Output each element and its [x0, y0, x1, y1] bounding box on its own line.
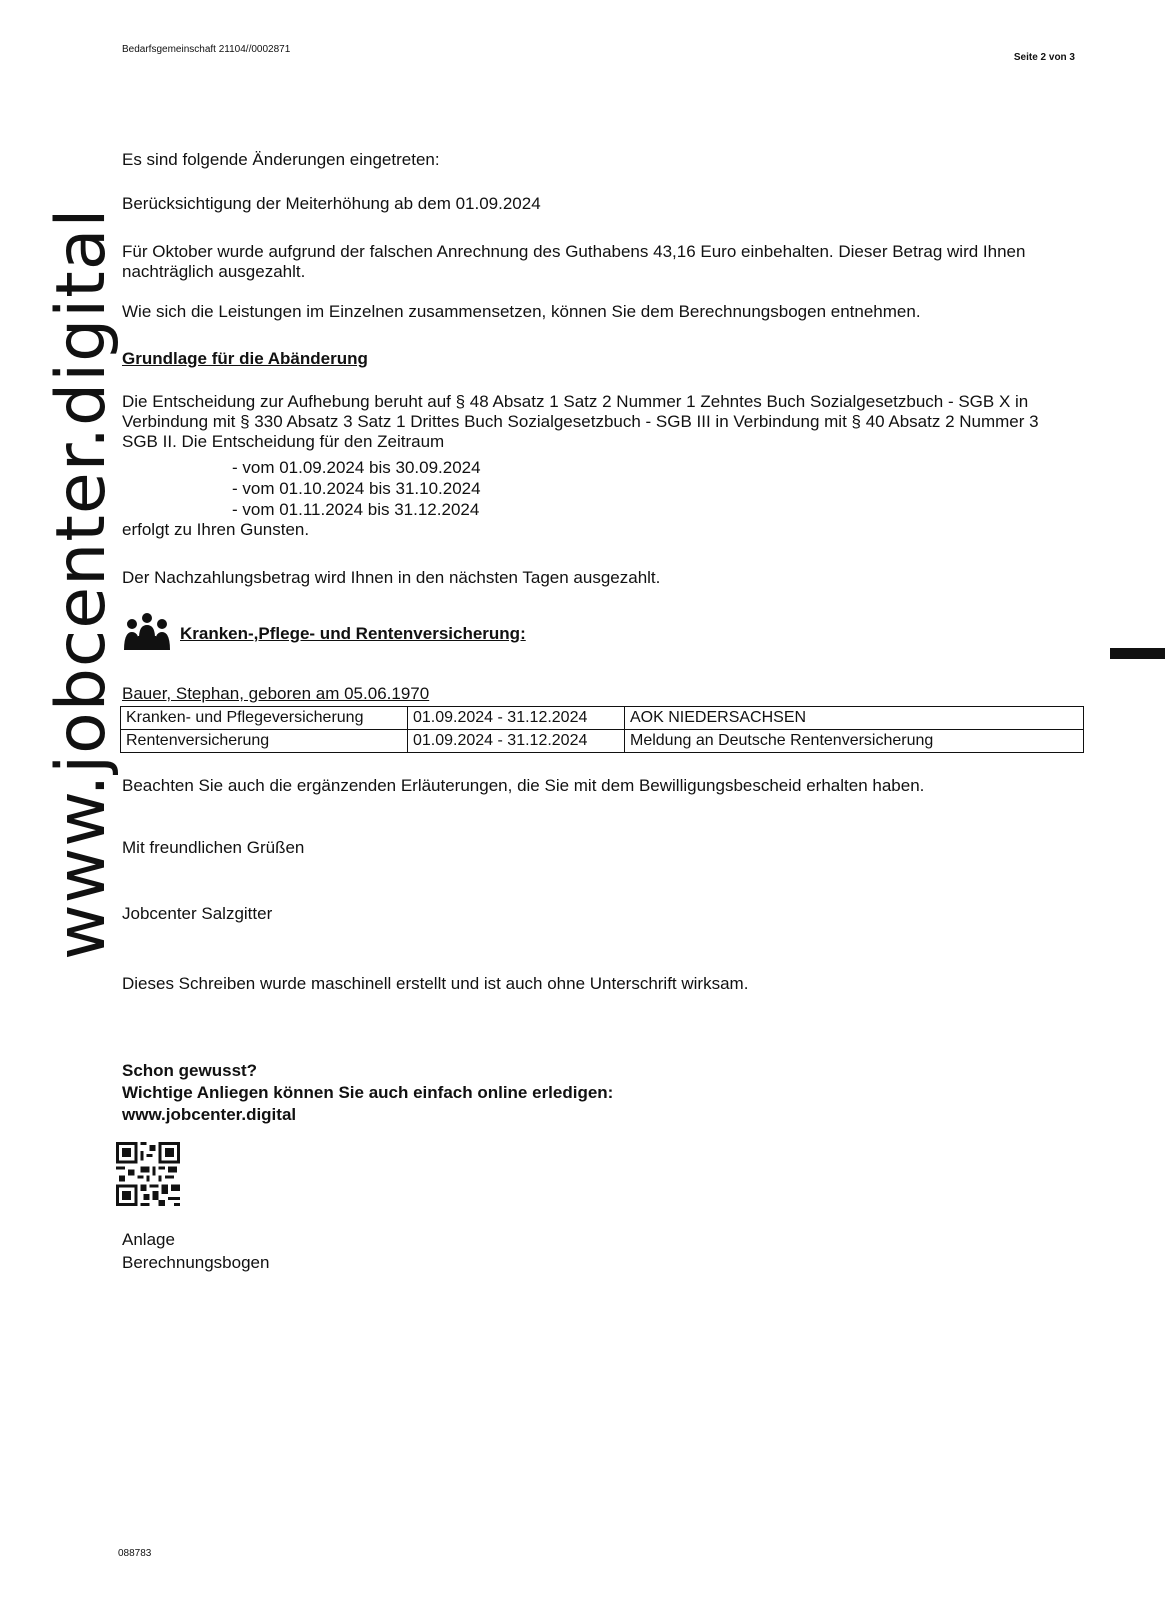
basis-result: erfolgt zu Ihren Gunsten. — [122, 520, 310, 539]
period-item: - vom 01.10.2024 bis 31.10.2024 — [232, 479, 481, 498]
reference-number: Bedarfsgemeinschaft 21104//0002871 — [122, 44, 291, 55]
people-group-icon — [122, 612, 172, 657]
insurance-provider: Meldung an Deutsche Rentenversicherung — [625, 730, 1084, 753]
insurance-period: 01.09.2024 - 31.12.2024 — [408, 707, 625, 730]
attachment-label: Anlage — [122, 1230, 175, 1249]
insurance-heading: Kranken-,Pflege- und Rentenversicherung: — [180, 624, 526, 643]
period-list — [232, 457, 481, 520]
scan-edge-mark — [1110, 648, 1165, 659]
table-row — [121, 730, 1084, 753]
insurance-type: Rentenversicherung — [121, 730, 408, 753]
period-item: - vom 01.09.2024 bis 30.09.2024 — [232, 458, 481, 477]
qr-code-icon — [116, 1142, 180, 1211]
insured-person: Bauer, Stephan, geboren am 05.06.1970 — [122, 684, 430, 703]
change-calc-note: Wie sich die Leistungen im Einzelnen zusammensetzen, können Sie dem Berechnungsbogen entnehmen. — [122, 302, 921, 321]
document-code: 088783 — [118, 1548, 152, 1559]
sender: Jobcenter Salzgitter — [122, 904, 273, 923]
change-credit-note: Für Oktober wurde aufgrund der falschen Anrechnung des Guthabens 43,16 Euro einbehalten. Dieser Betrag wird Ihnen nachträglich ausgezahlt. — [122, 242, 1026, 281]
intro-text: Es sind folgende Änderungen eingetreten: — [122, 150, 440, 169]
attachment-block — [122, 1228, 269, 1274]
promo-link[interactable]: www.jobcenter.digital — [122, 1105, 297, 1124]
greeting: Mit freundlichen Grüßen — [122, 838, 305, 857]
page-number: Seite 2 von 3 — [1013, 52, 1075, 63]
promo-block — [122, 1060, 613, 1126]
promo-line: Schon gewusst? — [122, 1061, 258, 1080]
insurance-provider: AOK NIEDERSACHSEN — [625, 707, 1084, 730]
basis-text: Die Entscheidung zur Aufhebung beruht auf § 48 Absatz 1 Satz 2 Nummer 1 Zehntes Buch Sozialgesetzbuch - SGB X in Verbindung mit § 330 Absatz 3 Satz 1 Drittes Buch Sozialgesetzbuch - SGB III in Verbindung mit § 40 Absatz 2 Nummer 3 SGB II. Die Entscheidung für den Zeitraum — [122, 392, 1039, 451]
insurance-heading-row — [122, 614, 526, 654]
machine-note: Dieses Schreiben wurde maschinell erstellt und ist auch ohne Unterschrift wirksam. — [122, 974, 749, 993]
change-rent-increase: Berücksichtigung der Meiterhöhung ab dem 01.09.2024 — [122, 194, 541, 213]
promo-line: Wichtige Anliegen können Sie auch einfach online erledigen: — [122, 1083, 614, 1102]
closing-note: Beachten Sie auch die ergänzenden Erläuterungen, die Sie mit dem Bewilligungsbescheid erhalten haben. — [122, 776, 925, 795]
table-row — [121, 707, 1084, 730]
insurance-table — [120, 706, 1084, 753]
attachment-item: Berechnungsbogen — [122, 1253, 270, 1272]
watermark-url: www.jobcenter.digital — [42, 207, 121, 960]
insurance-period: 01.09.2024 - 31.12.2024 — [408, 730, 625, 753]
payment-note: Der Nachzahlungsbetrag wird Ihnen in den nächsten Tagen ausgezahlt. — [122, 568, 661, 587]
basis-heading: Grundlage für die Abänderung — [122, 349, 368, 368]
period-item: - vom 01.11.2024 bis 31.12.2024 — [232, 500, 480, 519]
insurance-type: Kranken- und Pflegeversicherung — [121, 707, 408, 730]
